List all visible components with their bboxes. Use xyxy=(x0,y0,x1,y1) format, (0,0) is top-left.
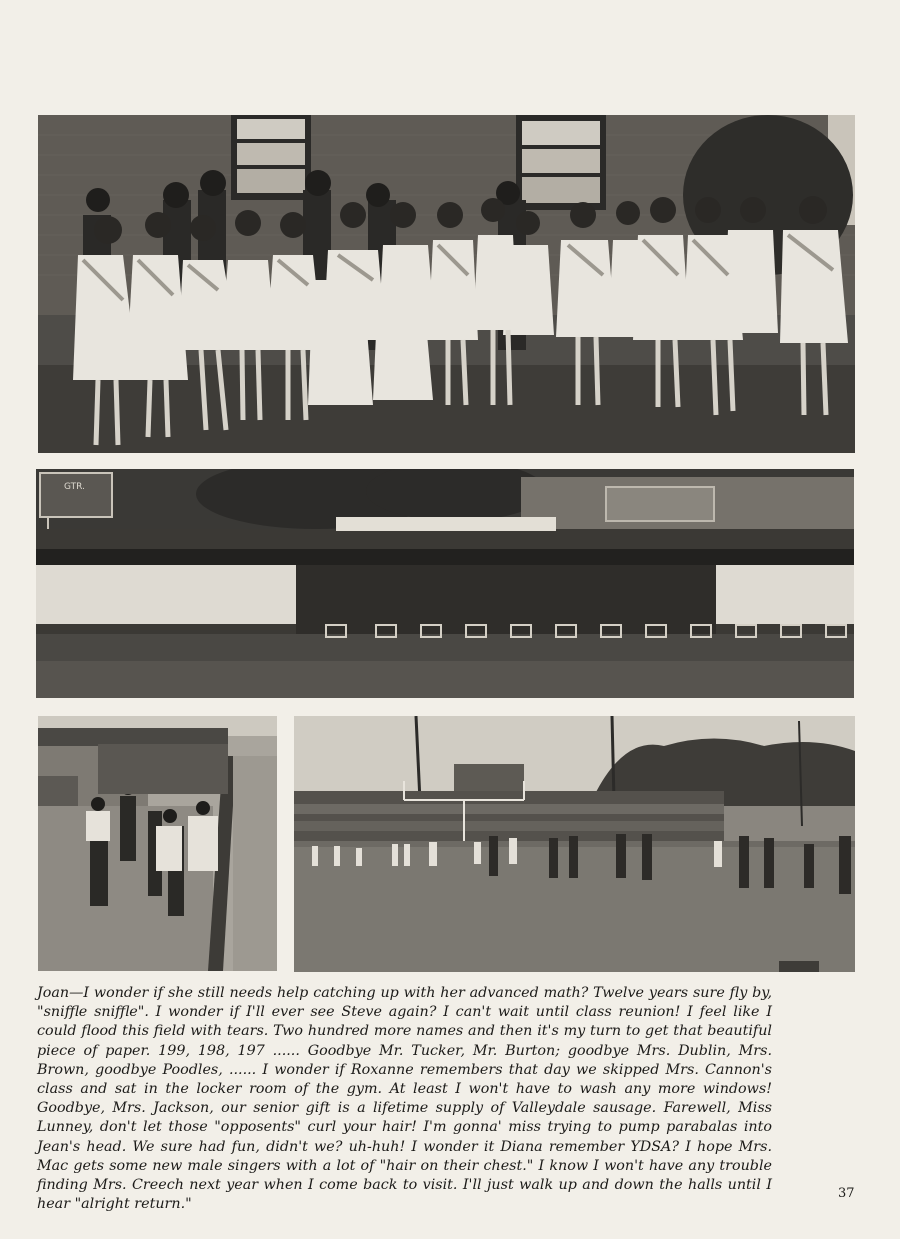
crowd-photo xyxy=(36,469,854,698)
crowd-photo-image xyxy=(36,469,854,698)
page-number: 37 xyxy=(838,1186,855,1201)
group-photo xyxy=(38,115,855,453)
group-photo-image xyxy=(38,115,855,453)
field-photo-image xyxy=(294,716,855,972)
field-photo xyxy=(294,716,855,972)
scoreboard-sign: GTR. xyxy=(64,482,85,492)
caption-text: Joan—I wonder if she still needs help catching up with her advanced math? Twelve years sure fly by, "sniffle sniffle". I wonder if I'll ever see Steve again? I can't wait until class reunion! I feel like I could flood this field with tears. Two hundred more names and then it's my turn to get that beautiful piece of paper. 199, 198, 197 ...... Goodbye Mr. Tucker, Mr. Burton; goodbye Mrs. Dublin, Mrs. Brown, goodbye Poodles, ...... I wonder if Roxanne remembers that day we skipped Mrs. Cannon's class and sat in the locker room of the gym. At least I won't have to wash any more windows! Goodbye, Mrs. Jackson, our senior gift is a lifetime supply of Valleydale sausage. Farewell, Miss Lunney, don't let those "opposents" curl your hair! I'm gonna' miss trying to pump parabalas into Jean's head. We sure had fun, didn't we? uh-huh! I wonder it Diana remember YDSA? I hope Mrs. Mac gets some new male singers with a lot of "hair on their chest." I know I won't have any trouble finding Mrs. Creech next year when I come back to visit. I'll just walk up and down the halls until I hear "alright return." xyxy=(37,985,772,1213)
walkway-photo-image xyxy=(38,716,277,971)
walkway-photo xyxy=(38,716,277,971)
